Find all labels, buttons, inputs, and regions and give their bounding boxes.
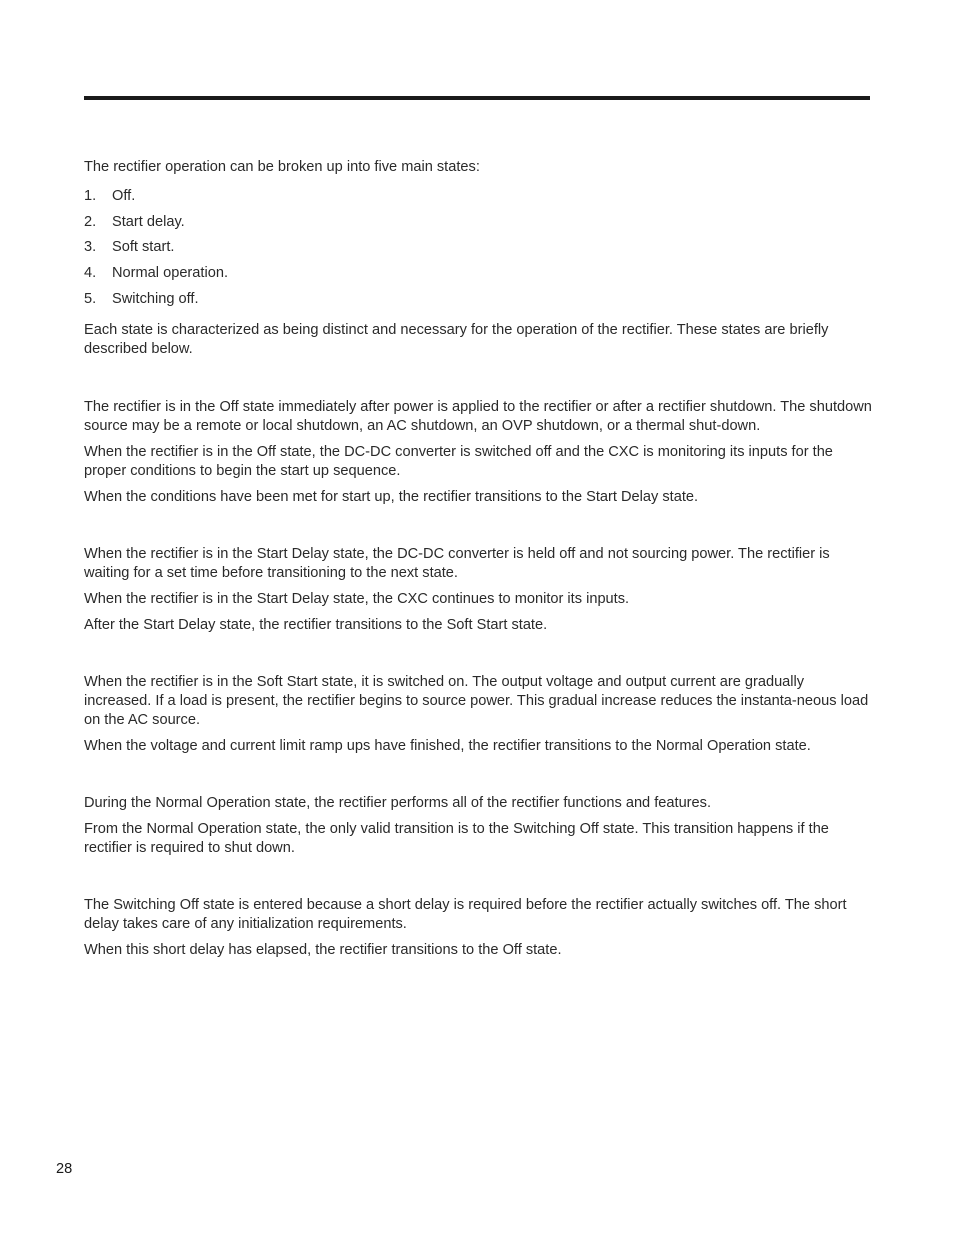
list-number: 5. bbox=[84, 290, 97, 307]
list-label: Normal operation. bbox=[112, 265, 228, 282]
list-item bbox=[84, 213, 874, 239]
off-state-paragraph-3: When the conditions have been met for start up, the rectifier transitions to the Start Delay state. bbox=[84, 489, 699, 506]
off-state-paragraph-2: When the rectifier is in the Off state, the DC-DC converter is switched off and the CXC is monitoring its inputs for the proper conditions to begin the start up sequence. bbox=[84, 444, 833, 480]
list-label: Off. bbox=[112, 188, 136, 204]
header-rule bbox=[84, 96, 870, 100]
list-label: Switching off. bbox=[112, 290, 199, 307]
off-state-section bbox=[84, 398, 874, 507]
intro-paragraph: The rectifier operation can be broken up into five main states: bbox=[84, 159, 480, 175]
list-item bbox=[84, 238, 874, 264]
switching-off-paragraph-2: When this short delay has elapsed, the rectifier transitions to the Off state. bbox=[84, 942, 562, 959]
list-label: Soft start. bbox=[112, 239, 175, 256]
off-state-paragraph-1: The rectifier is in the Off state immediately after power is applied to the rectifier or after a rectifier shutdown. The shutdown source may be a remote or local shutdown, an AC shutdown, an OVP shutdown, or a thermal shut-down. bbox=[84, 399, 872, 435]
list-item bbox=[84, 264, 874, 290]
list-number: 1. bbox=[84, 188, 97, 204]
start-delay-section bbox=[84, 545, 874, 635]
list-item bbox=[84, 187, 874, 213]
list-label: Start delay. bbox=[112, 213, 185, 230]
page-number: 28 bbox=[56, 1161, 73, 1177]
normal-operation-paragraph-1: During the Normal Operation state, the rectifier performs all of the rectifier functions and features. bbox=[84, 795, 712, 812]
start-delay-paragraph-3: After the Start Delay state, the rectifier transitions to the Soft Start state. bbox=[84, 617, 548, 634]
page-content bbox=[84, 158, 874, 967]
list-number: 3. bbox=[84, 239, 97, 256]
switching-off-paragraph-1: The Switching Off state is entered because a short delay is required before the rectifier actually switches off. The short delay takes care of any initialization requirements. bbox=[84, 897, 847, 933]
normal-operation-section bbox=[84, 794, 874, 858]
soft-start-section bbox=[84, 673, 874, 756]
soft-start-paragraph-2: When the voltage and current limit ramp ups have finished, the rectifier transitions to the Normal Operation state. bbox=[84, 738, 811, 755]
soft-start-paragraph-1: When the rectifier is in the Soft Start state, it is switched on. The output voltage and output current are gradually increased. If a load is present, the rectifier begins to source power. This gradual increase reduces the instanta-neous load on the AC source. bbox=[84, 674, 869, 729]
states-summary: Each state is characterized as being distinct and necessary for the operation of the rectifier. These states are briefly described below. bbox=[84, 322, 829, 358]
states-list bbox=[84, 187, 874, 315]
switching-off-section bbox=[84, 896, 874, 960]
list-number: 4. bbox=[84, 265, 97, 282]
start-delay-paragraph-2: When the rectifier is in the Start Delay state, the CXC continues to monitor its inputs. bbox=[84, 591, 630, 608]
list-number: 2. bbox=[84, 213, 97, 230]
normal-operation-paragraph-2: From the Normal Operation state, the only valid transition is to the Switching Off state. This transition happens if the rectifier is required to shut down. bbox=[84, 821, 829, 857]
list-item bbox=[84, 290, 874, 316]
start-delay-paragraph-1: When the rectifier is in the Start Delay state, the DC-DC converter is held off and not sourcing power. The rectifier is waiting for a set time before transitioning to the next state. bbox=[84, 546, 830, 582]
